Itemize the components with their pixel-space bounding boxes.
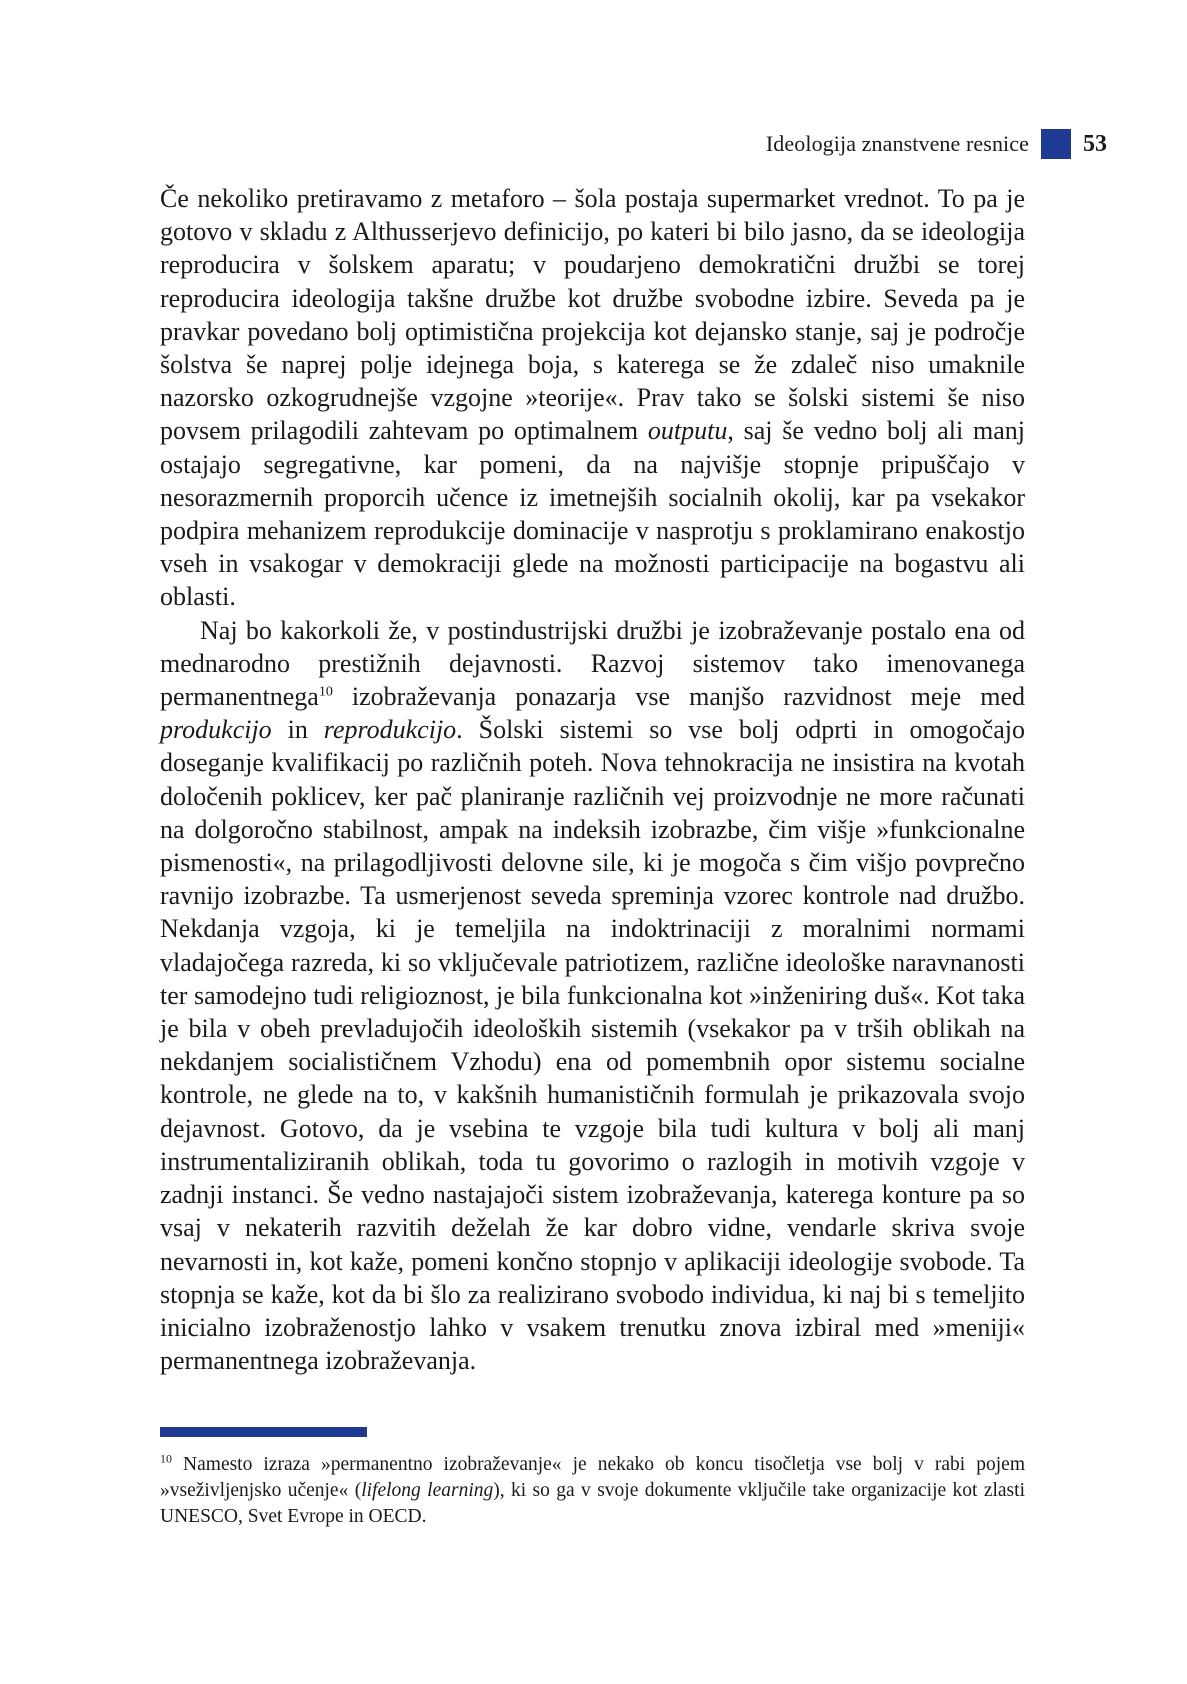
paragraph-1 <box>160 182 1025 614</box>
footnote-italic: lifelong learning <box>361 1480 494 1501</box>
paragraph-2-text-mid: izobraževanja ponazarja vse manjšo razvidnost meje med <box>332 682 1025 712</box>
footnote-reference[interactable]: 10 <box>318 684 333 700</box>
header-accent-square <box>1041 129 1071 159</box>
paragraph-2-text-after: . Šolski sistemi so vse bolj odprti in omogočajo doseganje kvalifikacij po različnih poteh. Nova tehnokracija ne insistira na kvotah določenih poklicev, ker pač planiranje različnih vej proizvodnje ne more računati na dolgoročno stabilnost, ampak na indeksih izobrazbe, čim višje »funkcionalne pismenosti«, na prilagodljivosti delovne sile, ki je mogoča s čim višjo povprečno ravnijo izobrazbe. Ta usmerjenost seveda spreminja vzorec kontrole nad družbo. Nekdanja vzgoja, ki je temeljila na indoktrinaciji z moralnimi normami vladajočega razreda, ki so vključevale patriotizem, različne ideološke naravnanosti ter samodejno tudi religioznost, je bila funkcionalna kot »inženiring duš«. Kot taka je bila v obeh prevladujočih ideoloških sistemih (vsekakor pa v trših oblikah na nekdanjem socialističnem Vzhodu) ena od pomembnih opor sistemu socialne kontrole, ne glede na to, v kakšnih humanističnih formulah je prikazovala svojo dejavnost. Gotovo, da je vsebina te vzgoje bila tudi kultura v bolj ali manj instrumentaliziranih oblikah, toda tu govorimo o razlogih in motivih vzgoje v zadnji instanci. Še vedno nastajajoči sistem izobraževanja, katerega konture pa so vsaj v nekaterih razvitih deželah že kar dobro vidne, vendarle skriva svoje nevarnosti in, kot kaže, pomeni končno stopnjo v aplikaciji ideologije svobode. Ta stopnja se kaže, kot da bi šlo za realizirano svobodo individua, ki naj bi s temeljito inicialno izobraženostjo lahko v vsakem trenutku znova izbiral med »meniji« permanentnega izobraževanja. <box>160 715 1025 1376</box>
body-text <box>160 182 1025 1377</box>
running-header-title: Ideologija znanstvene resnice <box>765 131 1029 156</box>
footnote-text-after: ), ki so ga v svoje dokumente vključile take organizacije kot zlasti UNESCO, Svet Evrope in OECD. <box>160 1480 1025 1527</box>
paragraph-2-italic-1: produkcijo <box>160 715 272 745</box>
paragraph-2-text-before: Naj bo kakorkoli že, v postindustrijski družbi je izobraževanje postalo ena od mednarodno prestižnih dejavnosti. Razvoj sistemov tako imenovanega permanentnega <box>160 615 1025 712</box>
paragraph-2 <box>160 614 1025 1378</box>
paragraph-1-italic: outputu <box>647 416 728 446</box>
footnote-rule <box>160 1427 367 1437</box>
page-number: 53 <box>1083 130 1107 157</box>
paragraph-1-text-after: , saj še vedno bolj ali manj ostajajo segregativne, kar pomeni, da na najvišje stopnje pripuščajo v nesorazmernih proporcih učence iz imetnejših socialnih okolij, kar pa vsekakor podpira mehanizem reprodukcije dominacije v nasprotju s proklamirano enakostjo vseh in vsakogar v demokraciji glede na možnosti participacije na bogastvu ali oblasti. <box>160 416 1025 612</box>
footnote-text-before: Namesto izraza »permanentno izobraževanje« je nekako ob koncu tisočletja vse bolj v rabi pojem »vseživljenjsko učenje« ( <box>160 1454 1025 1501</box>
footnote <box>160 1452 1025 1530</box>
footnote-number: 10 <box>160 1451 172 1466</box>
paragraph-1-text: Če nekoliko pretiravamo z metaforo – šola postaja supermarket vrednot. To pa je gotovo v skladu z Althusserjevo definicijo, po kateri bi bilo jasno, da se ideologija reproducira v šolskem aparatu; v poudarjeno demokratični družbi se torej reproducira ideologija takšne družbe kot družbe svobodne izbire. Seveda pa je pravkar povedano bolj optimistična projekcija kot dejansko stanje, saj je področje šolstva še naprej polje idejnega boja, s katerega se že zdaleč niso umaknile nazorsko ozkogrudnejše vzgojne »teorije«. Prav tako se šolski sistemi še niso povsem prilagodili zahtevam po optimalnem <box>160 184 1025 446</box>
running-header <box>766 126 1107 162</box>
footnote-10 <box>160 1452 1025 1530</box>
paragraph-2-text-and: in <box>271 715 324 745</box>
paragraph-2-italic-2: reprodukcijo <box>323 715 457 745</box>
